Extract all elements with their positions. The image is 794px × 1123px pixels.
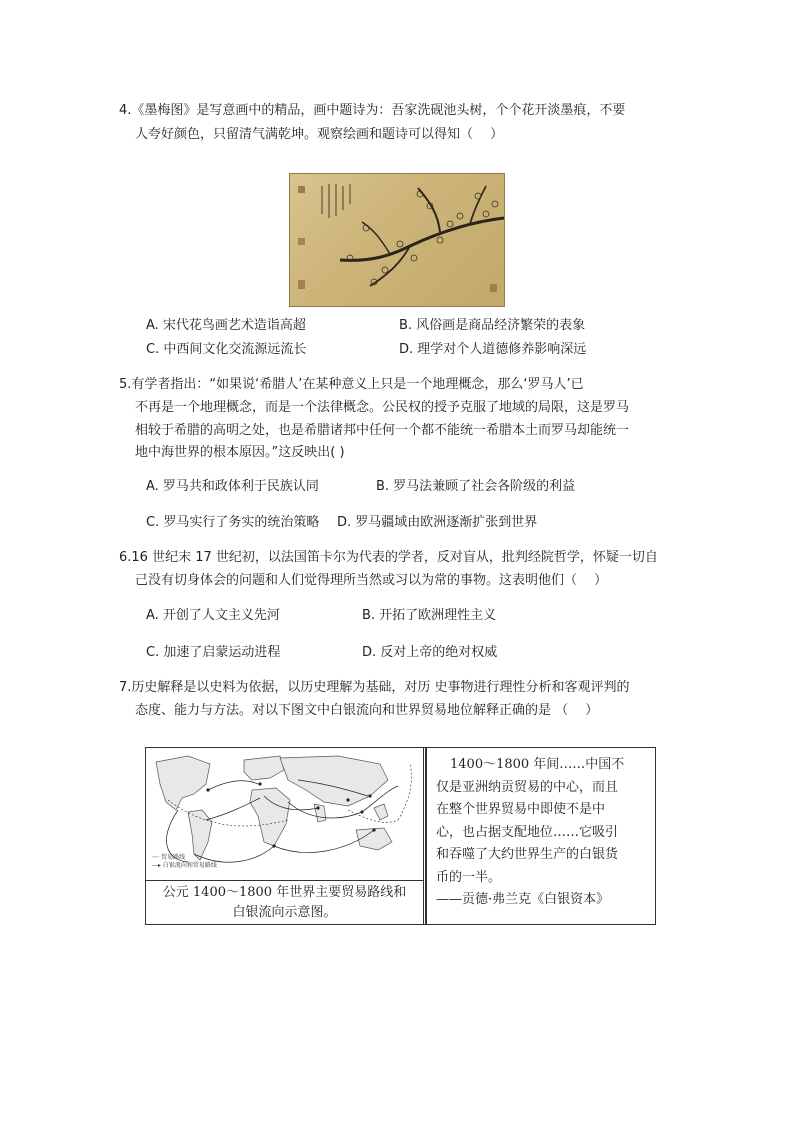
q5-option-c[interactable]: C. 罗马实行了务实的统治策略 (146, 515, 320, 530)
q5-stem-line-1: 5.有学者指出：“如果说‘希腊人’在某种意义上只是一个地理概念，那么‘罗马人’已 (119, 377, 584, 392)
q7-figure (145, 747, 656, 925)
quote-line-1: 1400～1800 年间……中国不 (450, 757, 625, 772)
q4-option-c[interactable]: C. 中西间文化交流源远流长 (146, 342, 307, 357)
quote-line-5: 和吞噬了大约世界生产的白银货 (436, 847, 619, 862)
q4-stem-line-1: 4.《墨梅图》是写意画中的精品，画中题诗为：吾家洗砚池头树，个个花开淡墨痕，不要 (119, 103, 626, 118)
map-caption-line-2: 白银流向示意图。 (232, 905, 337, 920)
quote-line-3: 在整个世界贸易中即使不是中 (436, 802, 606, 817)
map-caption (146, 880, 423, 924)
legend-silver: —▸ 白银流向和贸易路线 (152, 862, 217, 869)
map-legend (152, 854, 217, 870)
q5-stem-line-3: 相较于希腊的高明之处，也是希腊诸邦中任何一个都不能统一希腊本土而罗马却能统一 (135, 423, 630, 438)
q4-option-a[interactable]: A. 宋代花鸟画艺术造诣高超 (146, 318, 306, 333)
q5-option-b[interactable]: B. 罗马法兼顾了社会各阶级的利益 (376, 479, 576, 494)
q4-option-b[interactable]: B. 风俗画是商品经济繁荣的表象 (399, 318, 586, 333)
q5-stem-line-2: 不再是一个地理概念，而是一个法律概念。公民权的授予克服了地域的局限，这是罗马 (135, 400, 630, 415)
q6-option-a[interactable]: A. 开创了人文主义先河 (146, 608, 280, 623)
q7-stem-line-1: 7.历史解释是以史料为依据，以历史理解为基础，对历 史事物进行理性分析和客观评判的 (119, 680, 630, 695)
q7-stem-line-2: 态度、能力与方法。对以下图文中白银流向和世界贸易地位解释正确的是 （ ） (135, 703, 599, 718)
quote-line-2: 仅是亚洲纳贡贸易的中心，而且 (436, 779, 619, 795)
q5-option-d[interactable]: D. 罗马疆域由欧洲逐渐扩张到世界 (337, 515, 538, 530)
map-caption-line-1: 公元 1400～1800 年世界主要贸易路线和 (162, 885, 407, 900)
q4-stem-line-2: 人夸好颜色，只留清气满乾坤。观察绘画和题诗可以得知（ ） (135, 127, 504, 142)
q6-option-c[interactable]: C. 加速了启蒙运动进程 (146, 645, 281, 660)
quote-line-7: ——贡德·弗兰克《白银资本》 (436, 892, 610, 907)
q6-stem-line-2: 己没有切身体会的问题和人们觉得理所当然或习以为常的事物。这表明他们（ ） (135, 573, 608, 588)
q5-stem-line-4: 地中海世界的根本原因。”这反映出( ) (135, 445, 345, 460)
legend-route: ┈┈ 贸易路线 (152, 854, 186, 861)
q5-option-a[interactable]: A. 罗马共和政体利于民族认同 (146, 479, 319, 494)
ink-plum-painting (289, 173, 505, 307)
quote-line-4: 心，也占据支配地位……它吸引 (436, 824, 619, 840)
q6-option-d[interactable]: D. 反对上帝的绝对权威 (362, 645, 498, 660)
quote-line-6: 币的一半。 (436, 869, 502, 885)
plum-branch-illustration (290, 174, 505, 307)
q6-stem-line-1: 6.16 世纪末 17 世纪初，以法国笛卡尔为代表的学者，反对盲从，批判经院哲学，怀疑一切自 (119, 550, 658, 565)
silver-capital-quote (424, 748, 655, 924)
trade-map-panel (146, 748, 424, 924)
q6-option-b[interactable]: B. 开拓了欧洲理性主义 (362, 608, 497, 623)
q4-option-d[interactable]: D. 理学对个人道德修养影响深远 (399, 342, 587, 357)
world-trade-map (148, 750, 420, 880)
